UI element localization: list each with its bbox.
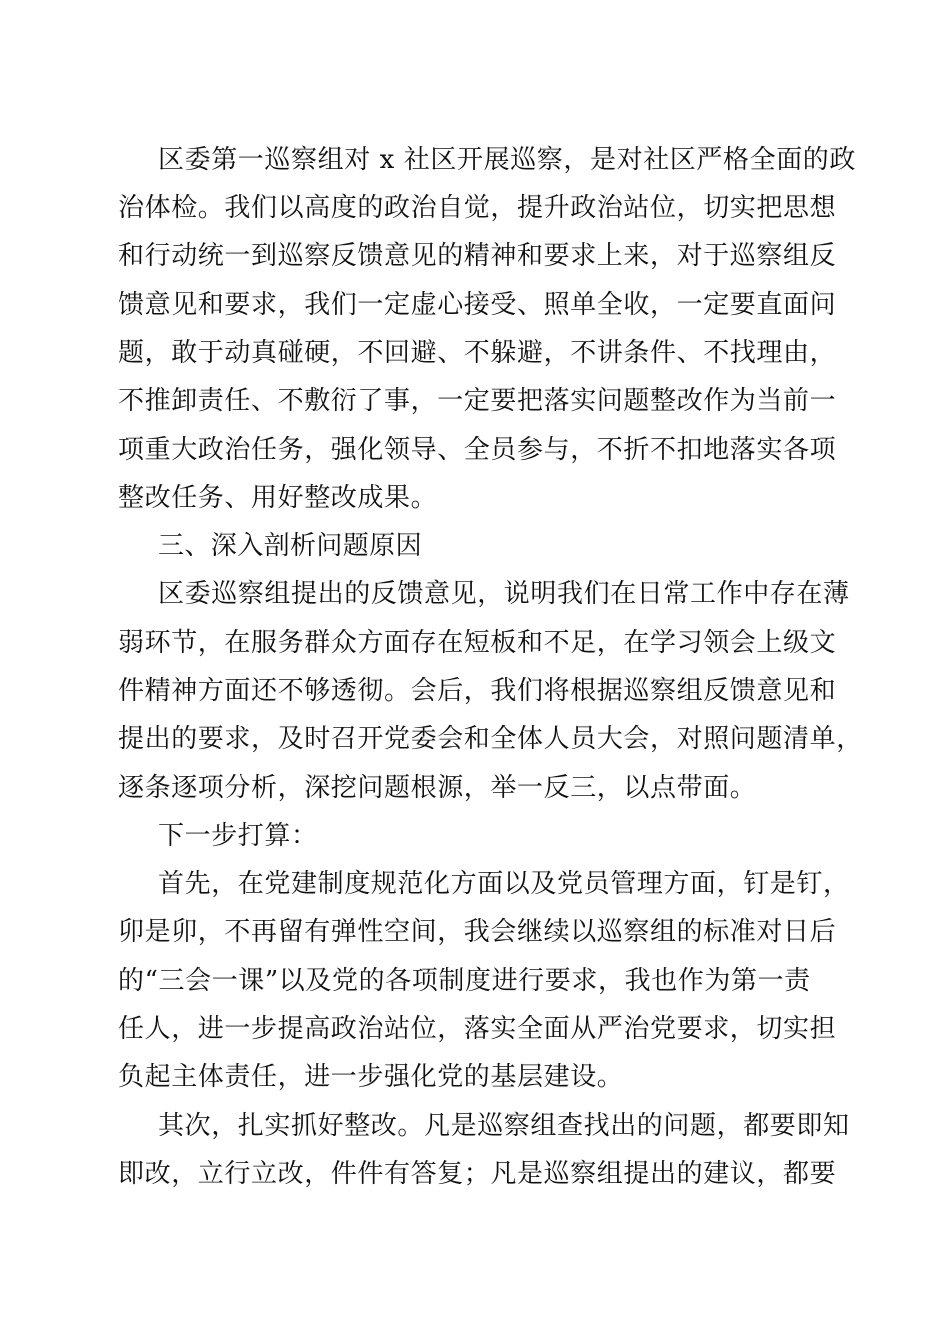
intro-line-7: 项重大政治任务，强化领导、全员参与，不折不扣地落实各项 — [118, 435, 837, 465]
first-step-line-4: 任人，进一步提高政治站位，落实全面从严治党要求，切实担 — [118, 1014, 837, 1044]
first-step-line-5: 负起主体责任，进一步强化党的基层建设。 — [118, 1062, 624, 1092]
first-step-line-2: 卯是卯，不再留有弹性空间，我会继续以巡察组的标准对日后 — [118, 917, 837, 947]
intro-line-8: 整改任务、用好整改成果。 — [118, 483, 438, 513]
second-step-line-2: 即改，立行立改，件件有答复；凡是巡察组提出的建议，都要 — [118, 1159, 837, 1189]
section-heading: 三、深入剖析问题原因 — [158, 531, 423, 561]
intro-line-1: 区委第一巡察组对 x 社区开展巡察，是对社区严格全面的政 — [158, 145, 856, 175]
intro-line-6: 不推卸责任、不敷衍了事，一定要把落实问题整改作为当前一 — [118, 386, 837, 416]
intro-line-3: 和行动统一到巡察反馈意见的精神和要求上来，对于巡察组反 — [118, 241, 837, 271]
analysis-line-4: 提出的要求，及时召开党委会和全体人员大会，对照问题清单， — [118, 724, 863, 754]
first-step-line-1: 首先，在党建制度规范化方面以及党员管理方面，钉是钉， — [158, 869, 850, 899]
intro-line-4: 馈意见和要求，我们一定虚心接受、照单全收，一定要直面问 — [118, 290, 837, 320]
intro-line-2: 治体检。我们以高度的政治自觉，提升政治站位，切实把思想 — [118, 193, 837, 223]
analysis-line-2: 弱环节，在服务群众方面存在短板和不足，在学习领会上级文 — [118, 628, 837, 658]
first-step-line-3: 的“三会一课”以及党的各项制度进行要求，我也作为第一责 — [118, 966, 811, 996]
second-step-line-1: 其次，扎实抓好整改。凡是巡察组查找出的问题，都要即知 — [158, 1111, 850, 1141]
analysis-line-1: 区委巡察组提出的反馈意见，说明我们在日常工作中存在薄 — [158, 579, 850, 609]
intro-line-5: 题，敢于动真碰硬，不回避、不躲避，不讲条件、不找理由， — [118, 338, 837, 368]
analysis-line-5: 逐条逐项分析，深挖问题根源，举一反三，以点带面。 — [118, 773, 757, 803]
next-steps-label: 下一步打算： — [158, 821, 318, 851]
analysis-line-3: 件精神方面还不够透彻。会后，我们将根据巡察组反馈意见和 — [118, 676, 837, 706]
